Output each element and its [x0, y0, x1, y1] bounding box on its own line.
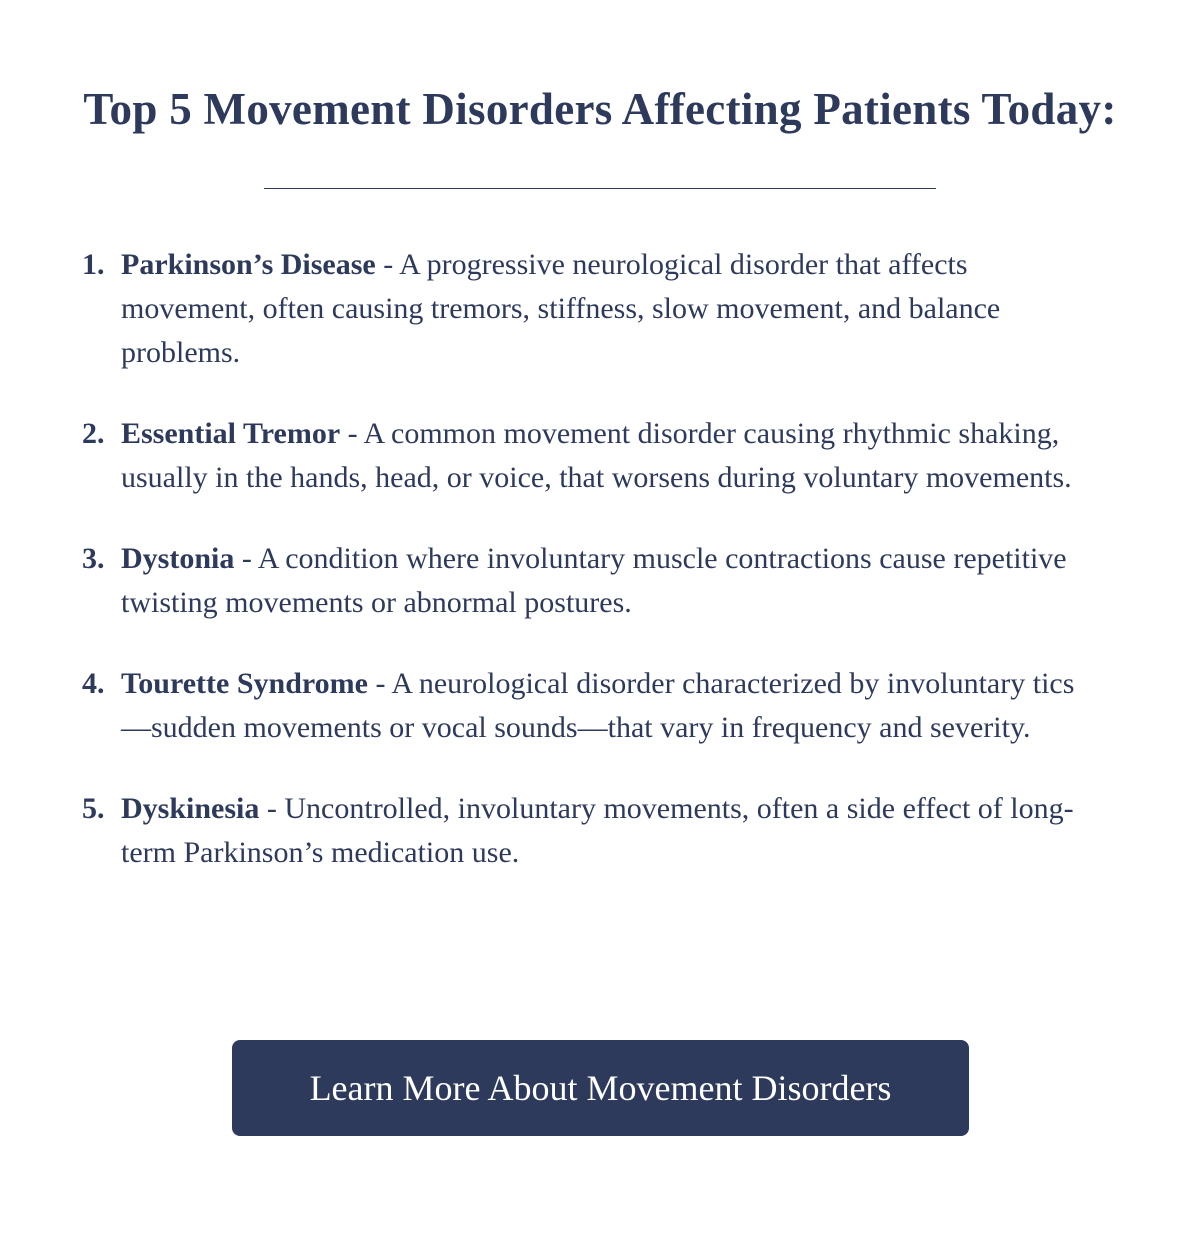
item-number: 2.: [82, 417, 105, 450]
item-description: Uncontrolled, involuntary movements, often a side effect of long-term Parkinson’s medication use.: [121, 792, 1074, 869]
list-item: [80, 537, 1090, 625]
item-description: A common movement disorder causing rhythmic shaking, usually in the hands, head, or voice, that worsens during voluntary movements.: [121, 417, 1072, 494]
item-name: Parkinson’s Disease: [121, 248, 376, 281]
item-number: 5.: [82, 792, 105, 825]
item-separator: -: [259, 792, 285, 825]
learn-more-button-label: Learn More About Movement Disorders: [309, 1068, 892, 1108]
title-divider: [264, 188, 936, 189]
list-item: [80, 243, 1090, 375]
item-separator: -: [340, 417, 364, 450]
item-number: 4.: [82, 667, 105, 700]
item-name: Tourette Syndrome: [121, 667, 368, 700]
disorder-list: [80, 243, 1090, 912]
list-item: [80, 412, 1090, 500]
item-number: 3.: [82, 542, 105, 575]
item-number: 1.: [82, 248, 105, 281]
item-separator: -: [367, 667, 392, 700]
item-separator: -: [234, 542, 258, 575]
item-name: Essential Tremor: [121, 417, 341, 450]
item-description: A condition where involuntary muscle contractions cause repetitive twisting movements or abnormal postures.: [121, 542, 1067, 619]
item-description: A neurological disorder characterized by involuntary tics—sudden movements or vocal sounds—that vary in frequency and severity.: [121, 667, 1075, 744]
page-title: Top 5 Movement Disorders Affecting Patients Today:: [83, 84, 1117, 134]
item-name: Dystonia: [121, 542, 235, 575]
item-name: Dyskinesia: [121, 792, 260, 825]
learn-more-button[interactable]: [232, 1040, 969, 1136]
item-separator: -: [375, 248, 400, 281]
list-item: [80, 787, 1090, 875]
item-description: A progressive neurological disorder that affects movement, often causing tremors, stiffness, slow movement, and balance problems.: [121, 248, 1001, 369]
list-item: [80, 662, 1090, 750]
